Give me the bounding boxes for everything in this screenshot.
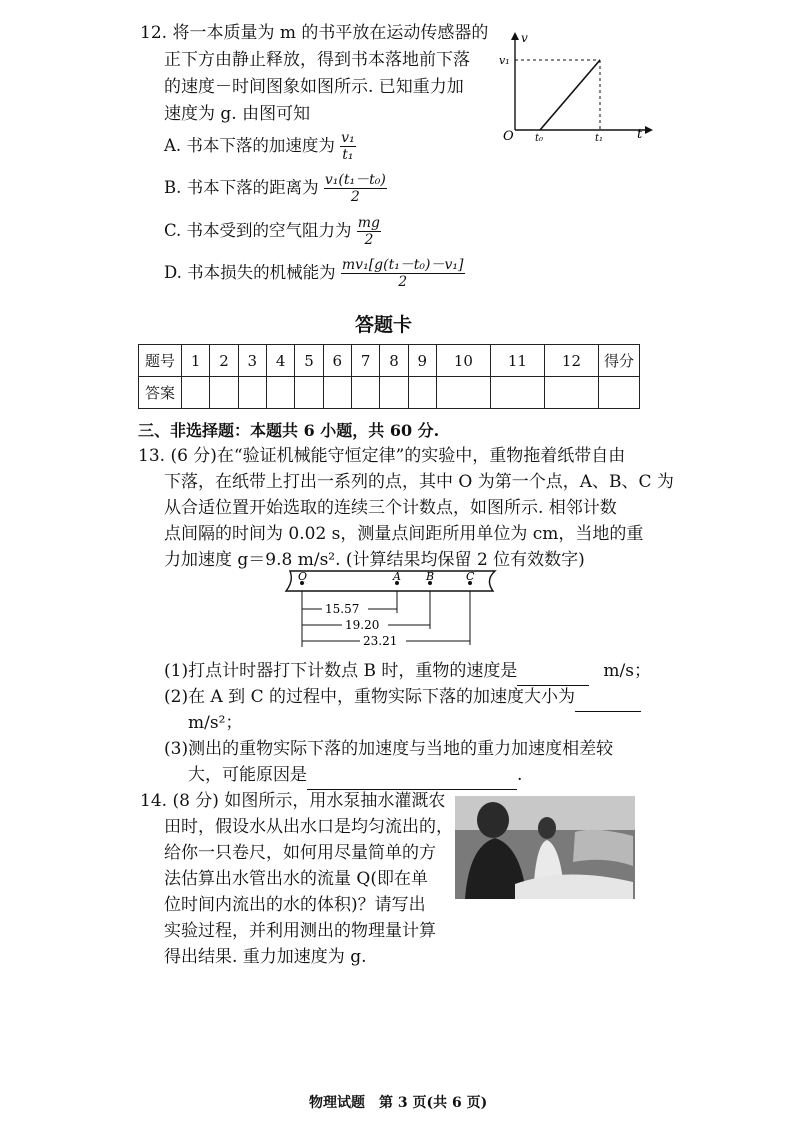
q14-line-6: 实验过程，并利用测出的物理量计算 (164, 921, 436, 941)
answer-card-row-answers (139, 377, 640, 409)
q12-line-1: 12. 将一本质量为 m 的书平放在运动传感器的 (140, 23, 489, 43)
q13-line-3: 从合适位置开始选取的连续三个计数点，如图所示. 相邻计数 (164, 498, 617, 518)
paper-tape (286, 571, 495, 591)
answer-cell[interactable] (408, 377, 436, 409)
q13-sub-3-text: 大，可能原因是 (188, 765, 307, 785)
row-label-answer: 答案 (139, 377, 182, 409)
q12-line-3: 的速度－时间图象如图所示. 已知重力加 (164, 77, 464, 97)
row-label-number: 题号 (139, 345, 182, 377)
v-axis-arrow (511, 32, 519, 40)
answer-cell[interactable] (266, 377, 294, 409)
q13-line-5: 力加速度 g＝9.8 m/s². (计算结果均保留 2 位有效数字) (164, 550, 585, 570)
answer-card-row-numbers (139, 345, 640, 377)
option-d-text: D. 书本损失的机械能为 (164, 263, 336, 282)
answer-cell[interactable] (323, 377, 351, 409)
answer-cell[interactable] (210, 377, 238, 409)
option-c-text: C. 书本受到的空气阻力为 (164, 221, 352, 240)
label-b: B (426, 570, 435, 583)
number-cell: 3 (238, 345, 266, 377)
number-cell: 2 (210, 345, 238, 377)
option-b-fraction (324, 172, 387, 205)
number-cell: 1 (182, 345, 210, 377)
page-footer: 物理试题 第 3 页(共 6 页) (309, 1095, 488, 1111)
number-cell: 7 (351, 345, 379, 377)
answer-cell[interactable] (380, 377, 408, 409)
dist-ob-label: 19.20 (345, 618, 380, 632)
answer-cell[interactable] (238, 377, 266, 409)
option-a (164, 130, 356, 163)
option-d-fraction (341, 257, 465, 290)
frac-den: t₁ (342, 147, 354, 163)
answer-cell[interactable] (436, 377, 490, 409)
velocity-line (540, 60, 600, 130)
option-b-text: B. 书本下落的距离为 (164, 178, 319, 197)
option-a-text: A. 书本下落的加速度为 (164, 136, 335, 155)
score-label: 得分 (599, 345, 640, 377)
v-label: v (521, 31, 528, 45)
frac-den: 2 (364, 232, 374, 248)
q12-line-2: 正下方由静止释放，得到书本落地前下落 (164, 50, 470, 70)
t1-label: t₁ (595, 133, 604, 143)
frac-num: v₁ (341, 130, 355, 146)
t-axis-arrow (645, 126, 653, 134)
q14-line-2: 田时，假设水从出水口是均匀流出的， (164, 817, 453, 837)
q14-line-4: 法估算出水管出水的流量 Q(即在单 (164, 869, 428, 889)
irrigation-photo-sketch (455, 796, 635, 899)
label-c: C (466, 570, 475, 583)
label-o: O (298, 570, 308, 583)
q13-sub-3: (3)测出的重物实际下落的加速度与当地的重力加速度相差较 (164, 739, 614, 759)
q14-line-7: 得出结果. 重力加速度为 g. (164, 947, 367, 967)
q13-line-1: 13. (6 分)在“验证机械能守恒定律”的实验中，重物拖着纸带自由 (138, 446, 626, 466)
frac-num: mv₁[g(t₁－t₀)－v₁] (341, 257, 464, 273)
paper-tape-diagram (280, 565, 505, 650)
vt-graph (495, 28, 655, 143)
q14-line-1: 14. (8 分) 如图所示，用水泵抽水灌溉农 (140, 791, 446, 811)
q12-line-4: 速度为 g. 由图可知 (164, 104, 311, 124)
frac-den: 2 (398, 274, 408, 290)
score-cell[interactable] (599, 377, 640, 409)
irrigation-photo (455, 796, 635, 899)
number-cell: 11 (490, 345, 544, 377)
dist-oa-label: 15.57 (325, 602, 360, 616)
frac-den: 2 (350, 189, 360, 205)
answer-cell[interactable] (490, 377, 544, 409)
number-cell: 12 (544, 345, 598, 377)
number-cell: 4 (266, 345, 294, 377)
number-cell: 9 (408, 345, 436, 377)
frac-num: v₁(t₁－t₀) (324, 172, 386, 188)
person-1-head (477, 802, 509, 838)
t0-label: t₀ (535, 133, 544, 143)
q13-sub-2-unit: m/s²； (188, 713, 243, 733)
answer-cell[interactable] (295, 377, 323, 409)
frac-num: mg (357, 215, 381, 231)
label-a: A (393, 570, 401, 583)
q13-sub-1 (164, 658, 651, 686)
q13-sub-3-period: . (517, 765, 523, 785)
answer-cell[interactable] (544, 377, 598, 409)
q13-sub-3-cont (188, 762, 522, 790)
number-cell: 8 (380, 345, 408, 377)
answer-blank-3[interactable] (307, 762, 517, 790)
q13-sub-2 (164, 684, 641, 712)
answer-blank-1[interactable] (517, 658, 589, 686)
option-c-fraction (357, 215, 381, 248)
origin-label: O (503, 129, 514, 143)
q13-sub-1-text: (1)打点计时器打下计数点 B 时，重物的速度是 (164, 661, 518, 681)
number-cell: 5 (295, 345, 323, 377)
answer-blank-2[interactable] (575, 684, 641, 712)
option-c (164, 215, 381, 248)
t-label: t (637, 127, 643, 142)
q14-line-5: 位时间内流出的水的体积)？请写出 (164, 895, 426, 915)
answer-card-title: 答题卡 (355, 314, 413, 336)
dist-oc-label: 23.21 (363, 634, 398, 648)
q14-line-3: 给你一只卷尺，如何用尽量简单的方 (164, 843, 436, 863)
v1-label: v₁ (499, 54, 510, 67)
number-cell: 6 (323, 345, 351, 377)
q13-line-2: 下落，在纸带上打出一系列的点，其中 O 为第一个点，A、B、C 为 (164, 472, 674, 492)
option-d (164, 257, 465, 290)
number-cell: 10 (436, 345, 490, 377)
person-2-head (538, 817, 556, 839)
answer-card-table (138, 344, 640, 409)
q13-sub-2-text: (2)在 A 到 C 的过程中，重物实际下落的加速度大小为 (164, 687, 575, 707)
answer-cell[interactable] (351, 377, 379, 409)
section-3-heading: 三、非选择题：本题共 6 小题，共 60 分. (138, 421, 440, 440)
q13-line-4: 点间隔的时间为 0.02 s，测量点间距所用单位为 cm，当地的重 (164, 524, 644, 544)
option-a-fraction (340, 130, 356, 163)
option-b (164, 172, 387, 205)
q13-sub-1-unit: m/s； (603, 661, 651, 681)
answer-cell[interactable] (182, 377, 210, 409)
